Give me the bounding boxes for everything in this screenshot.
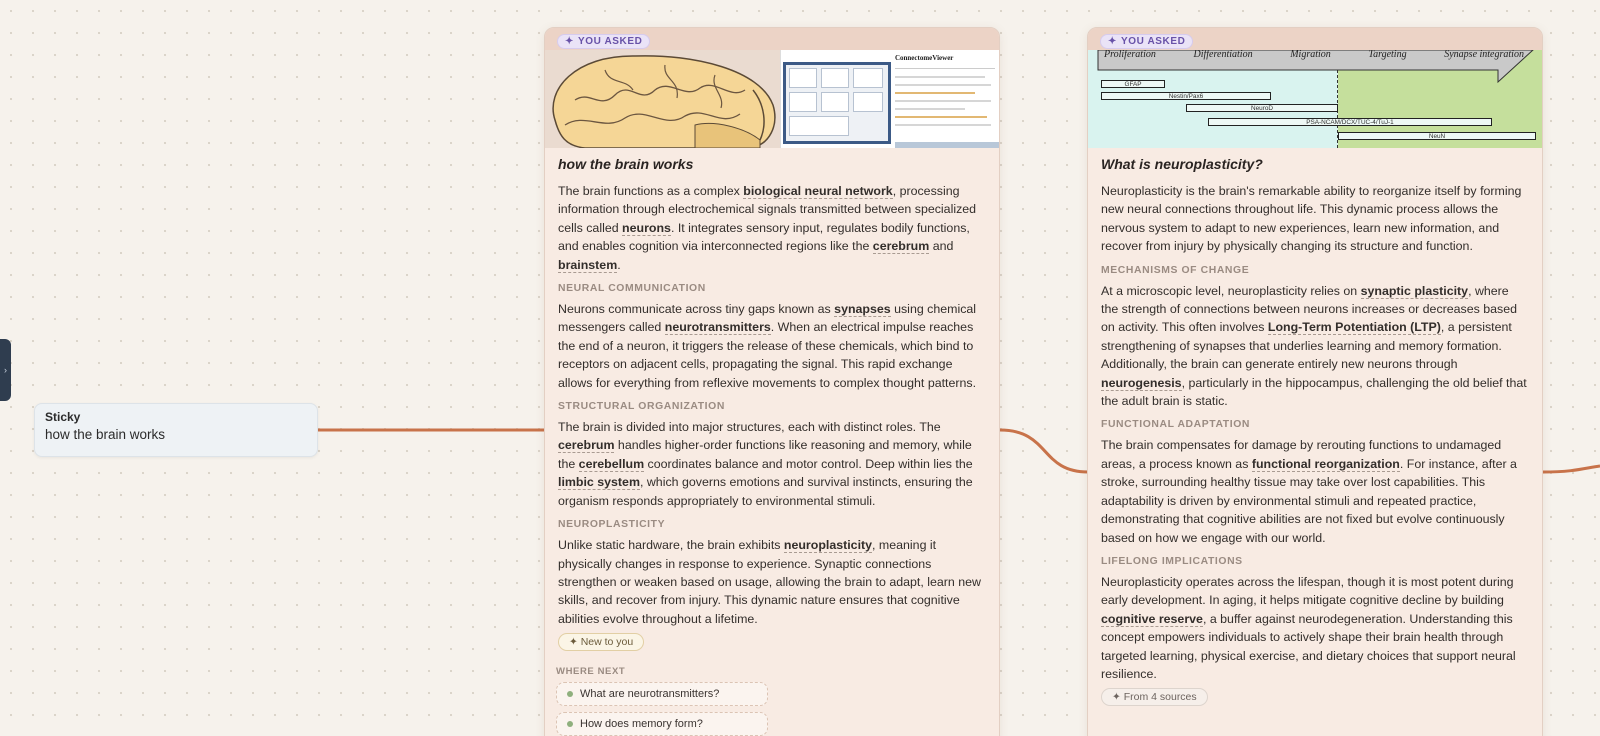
key-term[interactable]: neurotransmitters <box>664 320 771 335</box>
key-term[interactable]: cerebrum <box>872 239 930 254</box>
key-term[interactable]: brainstem <box>558 257 618 272</box>
sidebar-toggle[interactable] <box>0 339 11 401</box>
you-asked-badge: ✦ YOU ASKED <box>1100 34 1193 49</box>
section-text: Neuroplasticity operates across the lifespan, though it is most potent during early development. In aging, it helps mitigate cognitive decline by building cognitive reserve, a buffer against neurodegeneration. Understanding this concept empowers individuals to actively shape their brain health through targeted learning, physical exercise, and dietary choices that support neural resilience. <box>1101 574 1516 681</box>
card-media <box>545 50 999 148</box>
key-term[interactable]: neurons <box>622 220 671 235</box>
key-term[interactable]: biological neural network <box>743 184 893 198</box>
sticky-title: Sticky <box>45 410 81 424</box>
marker-bar: Nestin/Pax6 <box>1101 92 1271 100</box>
section-text: At a microscopic level, neuroplasticity relies on synaptic plasticity, where the strength of connections between neurons increases or decreases based on activity. This often involves Long-Term Potentiation (LTP), a persistent strengthening of synapses that underlies learning and memory formation. Additionally, the brain can generate entirely new neurons through neurogenesis, particularly in the hippocampus, challenging the old belief that the adult brain is static. <box>1101 283 1527 409</box>
card-title: What is neuroplasticity? <box>1101 156 1263 172</box>
card-title: how the brain works <box>558 156 694 172</box>
sticky-note[interactable] <box>34 403 318 457</box>
connectome-screenshot[interactable] <box>780 50 999 148</box>
neurogenesis-diagram[interactable] <box>1088 50 1542 148</box>
stage-label: Migration <box>1290 50 1331 60</box>
section-text: Neurons communicate across tiny gaps known as synapses using chemical messengers called neurotransmitters. When an electrical impulse reaches the end of a neuron, it triggers the release of these chemicals, which bind to receptors on adjacent cells, propagating the signal. This rapid exchange allows for everything from reflexive movements to complex thought patterns. <box>558 302 977 390</box>
stage-label: Proliferation <box>1104 50 1156 60</box>
marker-bar: PSA-NCAM/DCX/TUC-4/TuJ-1 <box>1208 118 1492 126</box>
marker-bar: NeuroD <box>1186 104 1338 112</box>
section-text: Unlike static hardware, the brain exhibits neuroplasticity, meaning it physically changes in response to experience. Synaptic connections strengthen or weaken based on usage, allowing the brain to adapt, learn new skills, and recover from injury. This dynamic nature ensures that cognitive abilities evolve throughout a lifetime. <box>558 538 981 626</box>
stage-label: Differentiation <box>1193 50 1253 60</box>
card-intro: The brain functions as a complex biological neural network, processing information through electrochemical signals transmitted between specialized cells called neurons. It integrates sensory input, regulates bodily functions, and enables cognition via interconnected regions like the cerebrum and brainstem. <box>558 184 977 272</box>
section-heading: FUNCTIONAL ADAPTATION <box>1101 419 1251 431</box>
section-text: The brain is divided into major structures, each with distinct roles. The cerebrum handles higher-order functions like reasoning and memory, while the cerebellum coordinates balance and motor control. Deep within lies the limbic system, which governs emotions and survival instincts, ensuring the organism responds appropriately to environmental stimuli. <box>558 420 973 508</box>
sparkle-icon: ✦ <box>565 36 574 47</box>
connector-card-to-offscreen <box>1543 466 1600 472</box>
stage-label: Synapse integration <box>1444 50 1524 60</box>
answer-card-neuroplasticity[interactable] <box>1087 27 1543 736</box>
key-term[interactable]: neuroplasticity <box>783 538 873 553</box>
suggestion-chip[interactable]: What are neurotransmitters? <box>556 682 768 706</box>
stage-labels <box>1104 50 1524 60</box>
stage-label: Targeting <box>1368 50 1407 60</box>
answer-card-brain[interactable] <box>544 27 1000 736</box>
card-header <box>1088 28 1542 50</box>
dot-icon <box>567 721 573 727</box>
connectome-title: ConnectomeViewer <box>894 54 954 62</box>
marker-bar: NeuN <box>1338 132 1536 140</box>
key-term[interactable]: cerebrum <box>558 438 615 453</box>
key-term[interactable]: cerebellum <box>578 456 645 471</box>
sticky-text: how the brain works <box>45 427 166 442</box>
key-term[interactable]: neurogenesis <box>1101 375 1182 390</box>
key-term[interactable]: limbic system <box>558 475 640 490</box>
brain-icon <box>545 50 780 148</box>
card-header <box>545 28 999 50</box>
new-to-you-tag[interactable]: ✦ New to you <box>558 633 644 651</box>
section-heading: STRUCTURAL ORGANIZATION <box>558 401 725 413</box>
section-heading: NEURAL COMMUNICATION <box>558 283 706 295</box>
card-intro: Neuroplasticity is the brain's remarkable ability to reorganize itself by forming new neural connections throughout life. This dynamic process allows the nervous system to adapt to new experiences, learn new information, and recover from injury by physically changing its structure and function. <box>1101 184 1522 254</box>
sparkle-icon: ✦ <box>1108 36 1117 47</box>
key-term[interactable]: synaptic plasticity <box>1360 283 1469 298</box>
key-term[interactable]: functional reorganization <box>1251 456 1400 471</box>
brain-illustration[interactable] <box>545 50 780 148</box>
marker-bar: GFAP <box>1101 80 1165 88</box>
connector-card-to-card <box>1000 430 1088 472</box>
key-term[interactable]: Long-Term Potentiation (LTP) <box>1267 320 1441 335</box>
section-heading: NEUROPLASTICITY <box>558 519 666 531</box>
sources-tag[interactable]: ✦ From 4 sources <box>1101 688 1208 706</box>
section-text: The brain compensates for damage by rerouting functions to undamaged areas, a process known as functional reorganization. For instance, after a stroke, surrounding healthy tissue may take over lost capabilities. This adaptability is driven by environmental stimuli and repeated practice, demonstrating that cognitive abilities are not fixed but evolve continuously based on how we engage with our world. <box>1101 438 1517 545</box>
key-term[interactable]: cognitive reserve <box>1101 611 1203 626</box>
suggestion-chip[interactable]: How does memory form? <box>556 712 768 736</box>
key-term[interactable]: synapses <box>834 302 891 317</box>
suggestion-list <box>556 682 986 736</box>
where-next-label: WHERE NEXT <box>556 666 626 678</box>
chevron-right-icon: › <box>4 365 7 375</box>
dot-icon <box>567 691 573 697</box>
you-asked-badge: ✦ YOU ASKED <box>557 34 650 49</box>
section-heading: LIFELONG IMPLICATIONS <box>1101 555 1243 567</box>
section-heading: MECHANISMS OF CHANGE <box>1101 264 1250 276</box>
